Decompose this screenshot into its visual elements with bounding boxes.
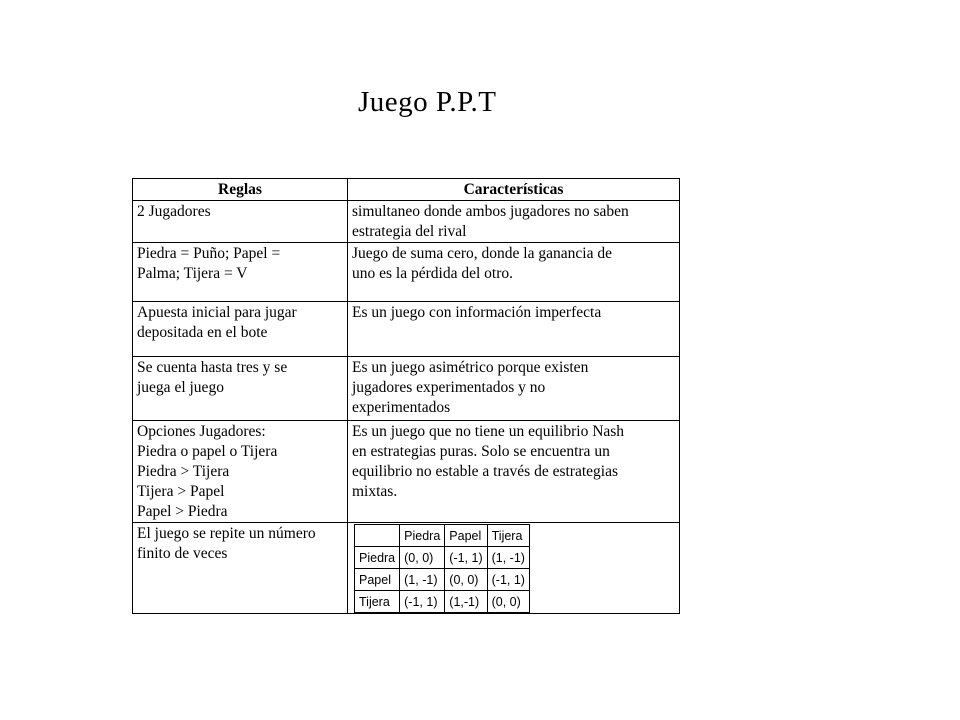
- payoff-value: (1, -1): [400, 569, 445, 591]
- feature-text: jugadores experimentados y no: [352, 379, 546, 396]
- header-rules: Reglas: [133, 179, 348, 201]
- feature-text: simultaneo donde ambos jugadores no saben: [352, 203, 629, 220]
- rule-cell: [133, 302, 348, 357]
- payoff-value: (1, -1): [487, 547, 529, 569]
- payoff-col-header: Papel: [445, 525, 487, 547]
- feature-text: estrategia del rival: [352, 223, 467, 240]
- table-header-row: [133, 179, 680, 201]
- rule-text: Piedra = Puño; Papel =: [137, 245, 281, 262]
- feature-cell: [348, 302, 680, 357]
- payoff-col-header: Tijera: [487, 525, 529, 547]
- feature-cell: [348, 421, 680, 523]
- table-row: [133, 302, 680, 357]
- payoff-row: [355, 547, 530, 569]
- payoff-value: (0, 0): [487, 591, 529, 613]
- rule-cell: [133, 201, 348, 243]
- rule-text: Se cuenta hasta tres y se: [137, 359, 288, 376]
- feature-cell: [348, 243, 680, 302]
- payoff-value: (-1, 1): [487, 569, 529, 591]
- payoff-col-header: Piedra: [400, 525, 445, 547]
- rule-text: 2 Jugadores: [137, 203, 211, 220]
- rule-text: Piedra o papel o Tijera: [137, 443, 278, 460]
- table-row: [133, 523, 680, 614]
- feature-text: equilibrio no estable a través de estrategias: [352, 463, 618, 480]
- rules-table: [132, 178, 680, 614]
- payoff-row: [355, 569, 530, 591]
- payoff-matrix-cell: [348, 523, 680, 614]
- payoff-row-label: Piedra: [355, 547, 400, 569]
- header-characteristics: Características: [348, 179, 680, 201]
- payoff-value: (0, 0): [400, 547, 445, 569]
- rule-cell: [133, 357, 348, 421]
- rule-text: finito de veces: [137, 545, 228, 562]
- table-row: [133, 357, 680, 421]
- payoff-row-label: Papel: [355, 569, 400, 591]
- payoff-row-label: Tijera: [355, 591, 400, 613]
- rule-cell: [133, 523, 348, 614]
- feature-text: uno es la pérdida del otro.: [352, 265, 513, 282]
- feature-text: mixtas.: [352, 483, 398, 500]
- rule-text: El juego se repite un número: [137, 525, 316, 542]
- feature-text: Es un juego con información imperfecta: [352, 304, 602, 321]
- feature-text: en estrategias puras. Solo se encuentra un: [352, 443, 610, 460]
- feature-text: Es un juego asimétrico porque existen: [352, 359, 589, 376]
- payoff-row: [355, 591, 530, 613]
- payoff-matrix: [354, 524, 530, 613]
- payoff-value: (1,-1): [445, 591, 487, 613]
- payoff-header-row: [355, 525, 530, 547]
- table-row: [133, 201, 680, 243]
- feature-text: Juego de suma cero, donde la ganancia de: [352, 245, 612, 262]
- payoff-corner: [355, 525, 400, 547]
- page-title: Juego P.P.T: [358, 86, 497, 118]
- rule-cell: [133, 421, 348, 523]
- feature-text: experimentados: [352, 399, 451, 416]
- rule-text: Papel > Piedra: [137, 503, 228, 520]
- rule-text: Tijera > Papel: [137, 483, 225, 500]
- rule-text: Piedra > Tijera: [137, 463, 230, 480]
- rule-text: depositada en el bote: [137, 324, 268, 341]
- rule-text: juega el juego: [137, 379, 224, 396]
- payoff-value: (-1, 1): [400, 591, 445, 613]
- payoff-value: (0, 0): [445, 569, 487, 591]
- rule-text: Palma; Tijera = V: [137, 265, 248, 282]
- feature-cell: [348, 201, 680, 243]
- rule-text: Opciones Jugadores:: [137, 423, 266, 440]
- payoff-value: (-1, 1): [445, 547, 487, 569]
- feature-cell: [348, 357, 680, 421]
- rule-text: Apuesta inicial para jugar: [137, 304, 297, 321]
- rule-cell: [133, 243, 348, 302]
- table-row: [133, 243, 680, 302]
- feature-text: Es un juego que no tiene un equilibrio Nash: [352, 423, 625, 440]
- table-row: [133, 421, 680, 523]
